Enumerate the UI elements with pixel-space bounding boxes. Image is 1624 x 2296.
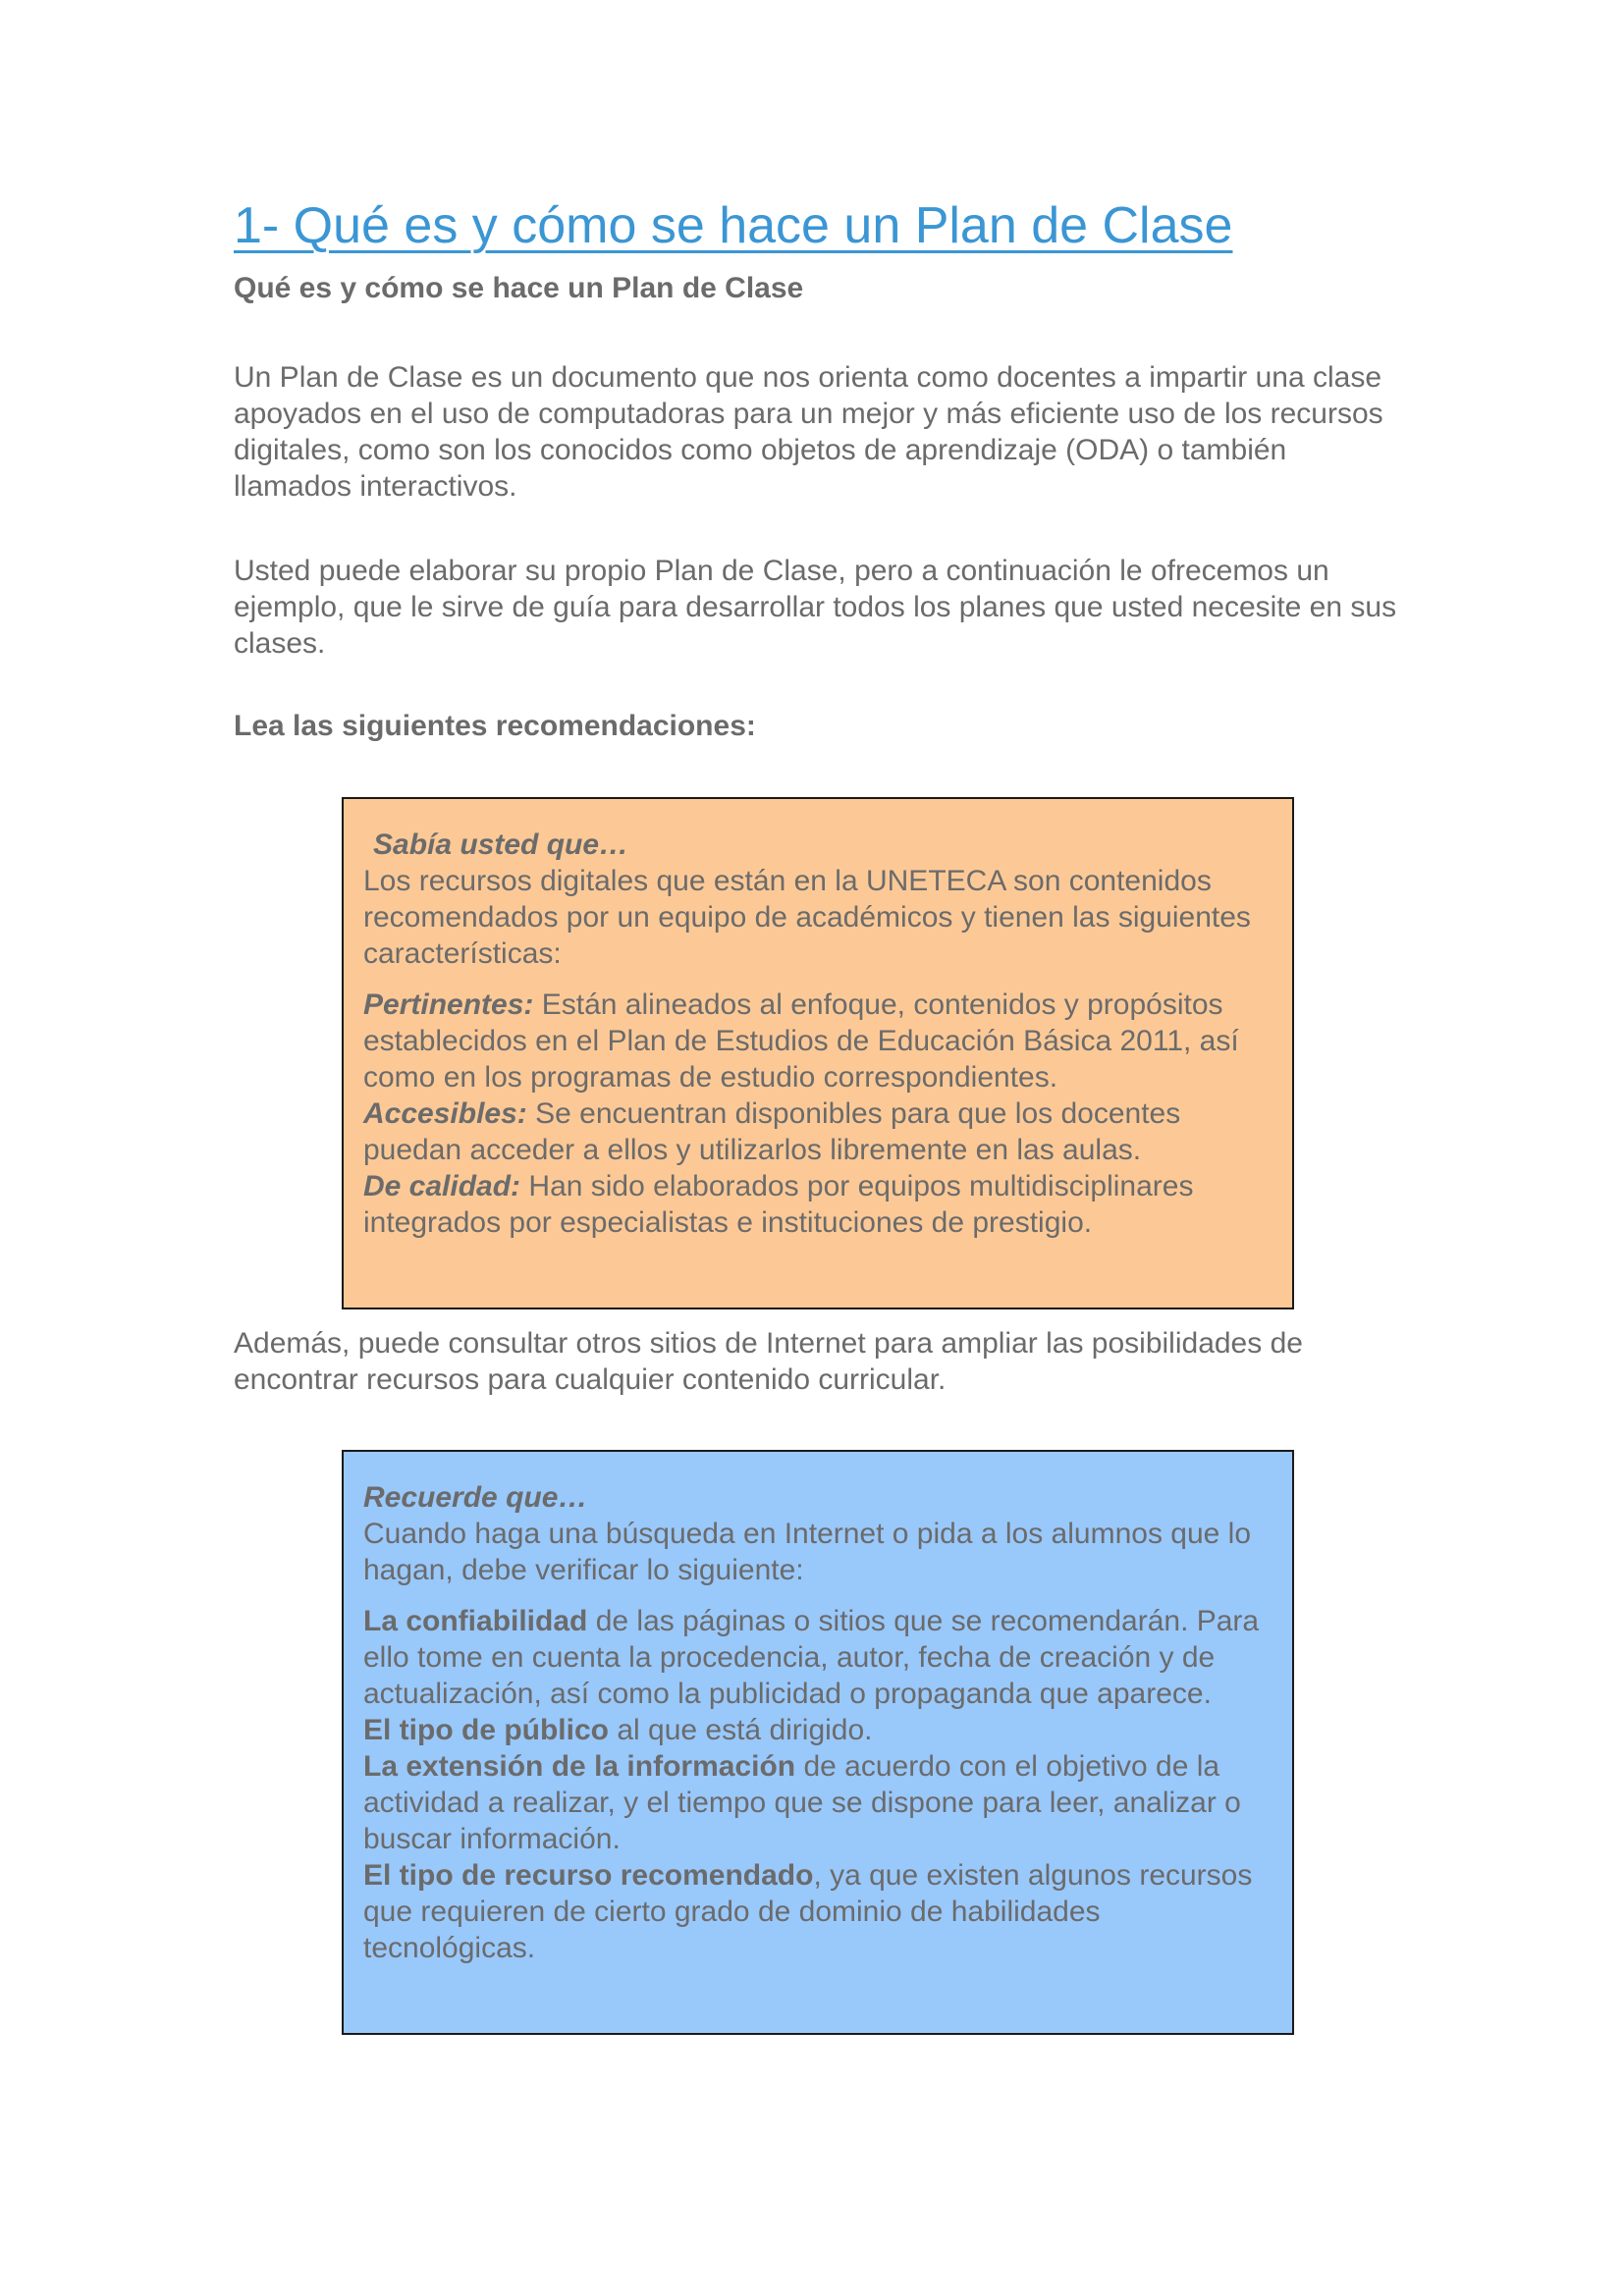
callout-heading: Recuerde que… (363, 1481, 588, 1514)
callout-item-term: La extensión de la información (363, 1750, 796, 1783)
callout-item (363, 1603, 1272, 1712)
callout-item-text: al que está dirigido. (609, 1714, 873, 1746)
callout-item-term: De calidad: (363, 1170, 521, 1202)
callout-item (363, 1712, 1272, 1748)
sabia-usted-callout (342, 797, 1294, 1309)
callout-item-term: Accesibles: (363, 1097, 527, 1130)
callout-item-text: Están alineados al enfoque, contenidos y propósitos establecidos en el Plan de Estudios de Educación Básica 2011, así como en los programas de estudio correspondientes. (363, 988, 1239, 1094)
callout-item-term: Pertinentes: (363, 988, 534, 1021)
callout-item (363, 1748, 1272, 1857)
callout-item (363, 1095, 1272, 1168)
paragraph-example: Usted puede elaborar su propio Plan de Clase, pero a continuación le ofrecemos un ejemplo, que le sirve de guía para desarrollar todos los planes que usted necesite en sus clases. (234, 555, 1397, 660)
paragraph-internet-sites: Además, puede consultar otros sitios de Internet para ampliar las posibilidades de encontrar recursos para cualquier contenido curricular. (234, 1327, 1303, 1396)
callout-item-term: El tipo de público (363, 1714, 609, 1746)
callout-item-term: La confiabilidad (363, 1605, 588, 1637)
callout-intro: Los recursos digitales que están en la UNETECA son contenidos recomendados por un equipo de académicos y tienen las siguientes características: (363, 865, 1251, 970)
recuerde-callout (342, 1450, 1294, 2035)
callout-item (363, 1168, 1272, 1241)
callout-item-text: Han sido elaborados por equipos multidisciplinares integrados por especialistas e instituciones de prestigio. (363, 1170, 1194, 1239)
page-title: 1- Qué es y cómo se hace un Plan de Clase (234, 197, 1233, 254)
callout-item-term: El tipo de recurso recomendado (363, 1859, 814, 1892)
callout-item-text: , ya que existen algunos recursos que requieren de cierto grado de dominio de habilidades tecnológicas. (363, 1859, 1253, 1964)
callout-item (363, 987, 1272, 1095)
callout-item-text: de las páginas o sitios que se recomendarán. Para ello tome en cuenta la procedencia, autor, fecha de creación y de actualización, así como la publicidad o propaganda que aparece. (363, 1605, 1260, 1710)
page-subtitle: Qué es y cómo se hace un Plan de Clase (234, 272, 804, 304)
paragraph-recommendations-heading: Lea las siguientes recomendaciones: (234, 710, 756, 742)
callout-item-text: de acuerdo con el objetivo de la actividad a realizar, y el tiempo que se dispone para leer, analizar o buscar información. (363, 1750, 1241, 1855)
callout-item (363, 1857, 1272, 1966)
callout-item-text: Se encuentran disponibles para que los docentes puedan acceder a ellos y utilizarlos libremente en las aulas. (363, 1097, 1181, 1166)
paragraph-intro: Un Plan de Clase es un documento que nos orienta como docentes a impartir una clase apoyados en el uso de computadoras para un mejor y más eficiente uso de los recursos digitales, como son los conocidos como objetos de aprendizaje (ODA) o también llamados interactivos. (234, 361, 1383, 503)
callout-heading: Sabía usted que… (373, 828, 629, 861)
callout-intro: Cuando haga una búsqueda en Internet o pida a los alumnos que lo hagan, debe verificar lo siguiente: (363, 1518, 1252, 1586)
